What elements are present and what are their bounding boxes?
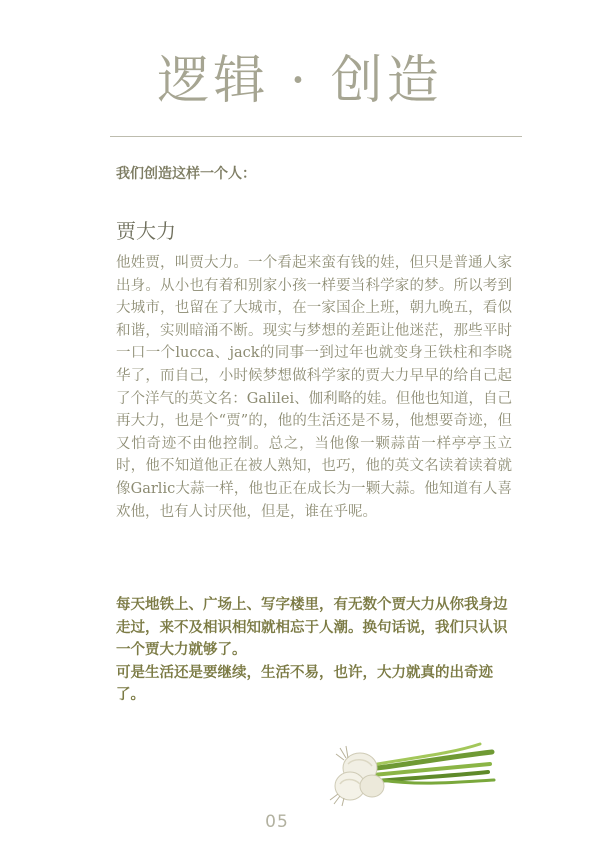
title-divider <box>110 136 522 137</box>
intro-line: 我们创造这样一个人： <box>116 166 256 182</box>
page-number: 05 <box>265 812 289 832</box>
page-title: 逻辑 · 创造 <box>157 51 443 111</box>
section-heading: 贾大力 <box>116 219 176 243</box>
body-paragraph: 他姓贾，叫贾大力。一个看起来蛮有钱的娃，但只是普通人家出身。从小也有着和别家小孩一样要当科学家的梦。所以考到大城市，也留在了大城市，在一家国企上班，朝九晚五，看似和谐，实则暗涌不断。现实与梦想的差距让他迷茫，那些平时一口一个lucca、jack的同事一到过年也就变身王铁柱和李晓华了，而自己，小时候梦想做科学家的贾大力早早的给自己起了个洋气的英文名：Galilei、伽利略的娃。但他也知道，自己再大力，也是个“贾”的，他的生活还是不易，他想要奇迹，但又怕奇迹不由他控制。总之，当他像一颗蒜苗一样亭亭玉立时，他不知道他正在被人熟知，也巧，他的英文名读着读着就像Garlic大蒜一样，他也正在成长为一颗大蒜。他知道有人喜欢他，也有人讨厌他，但是，谁在乎呢。 <box>116 255 512 520</box>
emphasis-paragraph: 可是生活还是要继续，生活不易，也许，大力就真的出奇迹了。 <box>116 663 493 704</box>
garlic-icon <box>320 728 500 808</box>
emphasis-block <box>116 594 512 707</box>
emphasis-paragraph: 每天地铁上、广场上、写字楼里，有无数个贾大力从你我身边走过，来不及相识相知就相忘于人潮。换句话说，我们只认识一个贾大力就够了。 <box>116 596 508 659</box>
